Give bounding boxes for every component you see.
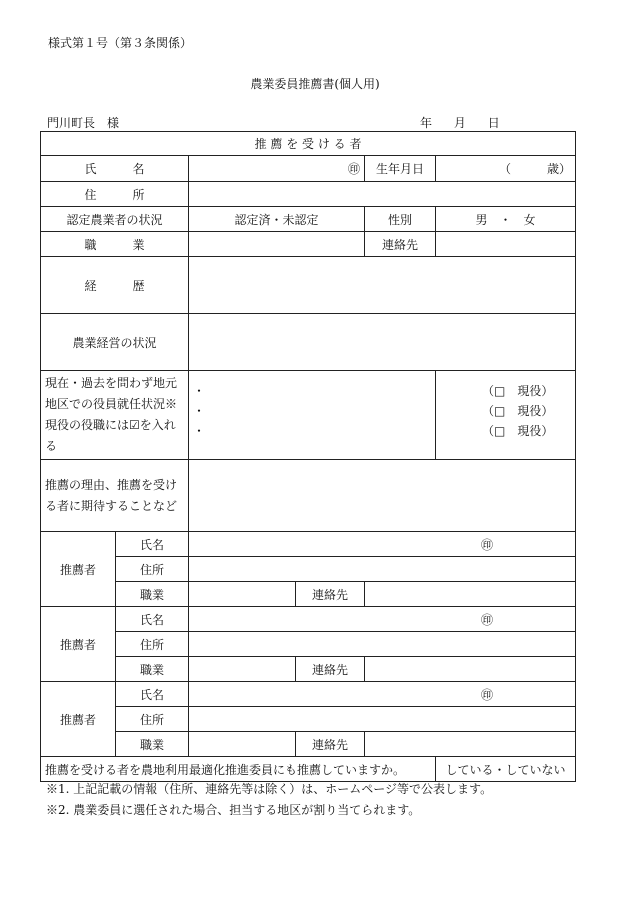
recommender-1-occupation-field[interactable] bbox=[189, 582, 296, 607]
gender-label: 性別 bbox=[365, 207, 436, 232]
history-label: 経 歴 bbox=[41, 257, 189, 314]
certified-row bbox=[41, 207, 576, 232]
history-field[interactable] bbox=[189, 257, 576, 314]
recommender-1-address-row bbox=[41, 557, 576, 582]
farm-status-row bbox=[41, 314, 576, 371]
date-header bbox=[420, 114, 518, 131]
recommender-1-label: 推薦者 bbox=[41, 532, 116, 607]
officer-current-3[interactable]: （□ 現役） bbox=[482, 424, 554, 438]
recommender-3-address-label: 住所 bbox=[116, 707, 189, 732]
birthdate-label: 生年月日 bbox=[365, 156, 436, 182]
officer-current-1[interactable]: （□ 現役） bbox=[482, 384, 554, 398]
date-month: 月 bbox=[453, 116, 466, 130]
recommender-1-occupation-label: 職業 bbox=[116, 582, 189, 607]
form-number: 様式第１号（第３条関係） bbox=[48, 36, 193, 50]
section-header-row bbox=[41, 132, 576, 156]
gender-options[interactable]: 男 ・ 女 bbox=[436, 207, 576, 232]
occupation-label: 職 業 bbox=[41, 232, 189, 257]
occupation-field[interactable] bbox=[189, 232, 365, 257]
recommender-2-address-row bbox=[41, 632, 576, 657]
footer-question-row bbox=[41, 757, 576, 782]
addressee: 門川町長 様 bbox=[47, 116, 120, 130]
nominee-address-row bbox=[41, 182, 576, 207]
recommender-3-occupation-row bbox=[41, 732, 576, 757]
reason-label: 推薦の理由、推薦を受ける者に期待することなど bbox=[41, 460, 189, 532]
officer-label: 現在・過去を問わず地元地区での役員就任状況※現役の役職には☑を入れる bbox=[41, 371, 189, 460]
nominee-address-field[interactable] bbox=[189, 182, 576, 207]
reason-row bbox=[41, 460, 576, 532]
recommender-1-name-row bbox=[41, 532, 576, 557]
recommender-2-occupation-field[interactable] bbox=[189, 657, 296, 682]
certified-options[interactable]: 認定済・未認定 bbox=[189, 207, 365, 232]
nomination-form-table bbox=[40, 131, 576, 782]
officer-bullet-2: ・ bbox=[193, 404, 206, 418]
recommender-1-name-field[interactable] bbox=[189, 532, 576, 557]
recommender-3-name-row bbox=[41, 682, 576, 707]
recommender-1-name-label: 氏名 bbox=[116, 532, 189, 557]
recommender-2-contact-field[interactable] bbox=[365, 657, 576, 682]
contact-label: 連絡先 bbox=[365, 232, 436, 257]
promotion-committee-question: 推薦を受ける者を農地利用最適化推進委員にも推薦していますか。 bbox=[41, 757, 436, 782]
note-2: ※2. 農業委員に選任された場合、担当する地区が割り当てられます。 bbox=[46, 803, 421, 817]
promotion-committee-answer[interactable]: している・していない bbox=[436, 757, 576, 782]
officer-current-column bbox=[436, 371, 576, 460]
recommender-2-occupation-row bbox=[41, 657, 576, 682]
nominee-name-label: 氏 名 bbox=[41, 156, 189, 182]
seal-mark: ㊞ bbox=[481, 612, 494, 627]
certified-label: 認定農業者の状況 bbox=[41, 207, 189, 232]
recommender-2-occupation-label: 職業 bbox=[116, 657, 189, 682]
recommender-1-occupation-row bbox=[41, 582, 576, 607]
nominee-address-label: 住 所 bbox=[41, 182, 189, 207]
recommender-3-name-label: 氏名 bbox=[116, 682, 189, 707]
recommender-3-contact-label: 連絡先 bbox=[296, 732, 365, 757]
recommender-2-contact-label: 連絡先 bbox=[296, 657, 365, 682]
officer-current-2[interactable]: （□ 現役） bbox=[482, 404, 554, 418]
seal-mark: ㊞ bbox=[481, 537, 494, 552]
recommender-1-contact-label: 連絡先 bbox=[296, 582, 365, 607]
recommender-3-name-field[interactable] bbox=[189, 682, 576, 707]
recommender-3-address-field[interactable] bbox=[189, 707, 576, 732]
recommender-3-contact-field[interactable] bbox=[365, 732, 576, 757]
history-row bbox=[41, 257, 576, 314]
recommender-2-address-field[interactable] bbox=[189, 632, 576, 657]
nominee-name-row bbox=[41, 156, 576, 182]
recommender-1-address-field[interactable] bbox=[189, 557, 576, 582]
farm-status-field[interactable] bbox=[189, 314, 576, 371]
birthdate-field[interactable] bbox=[436, 156, 576, 182]
recommender-3-label: 推薦者 bbox=[41, 682, 116, 757]
contact-field[interactable] bbox=[436, 232, 576, 257]
officer-row bbox=[41, 371, 576, 460]
farm-status-label: 農業経営の状況 bbox=[41, 314, 189, 371]
recommender-3-occupation-label: 職業 bbox=[116, 732, 189, 757]
recommender-2-label: 推薦者 bbox=[41, 607, 116, 682]
officer-bullet-3: ・ bbox=[193, 424, 206, 438]
age-text: （ 歳） bbox=[499, 162, 572, 176]
recommender-1-address-label: 住所 bbox=[116, 557, 189, 582]
note-1: ※1. 上記記載の情報（住所、連絡先等は除く）は、ホームページ等で公表します。 bbox=[46, 782, 493, 796]
reason-field[interactable] bbox=[189, 460, 576, 532]
nominee-section-label: 推 薦 を 受 け る 者 bbox=[41, 132, 576, 156]
seal-mark: ㊞ bbox=[347, 162, 360, 176]
occupation-row bbox=[41, 232, 576, 257]
recommender-2-address-label: 住所 bbox=[116, 632, 189, 657]
recommender-3-occupation-field[interactable] bbox=[189, 732, 296, 757]
recommender-2-name-label: 氏名 bbox=[116, 607, 189, 632]
officer-bullet-1: ・ bbox=[193, 384, 206, 398]
recommender-3-address-row bbox=[41, 707, 576, 732]
recommender-2-name-row bbox=[41, 607, 576, 632]
recommender-1-contact-field[interactable] bbox=[365, 582, 576, 607]
date-day: 日 bbox=[487, 116, 500, 130]
officer-bullets[interactable] bbox=[189, 371, 436, 460]
document-title: 農業委員推薦書(個人用) bbox=[250, 77, 380, 91]
seal-mark: ㊞ bbox=[481, 687, 494, 702]
nominee-name-field[interactable] bbox=[189, 156, 365, 182]
recommender-2-name-field[interactable] bbox=[189, 607, 576, 632]
date-year: 年 bbox=[420, 116, 433, 130]
